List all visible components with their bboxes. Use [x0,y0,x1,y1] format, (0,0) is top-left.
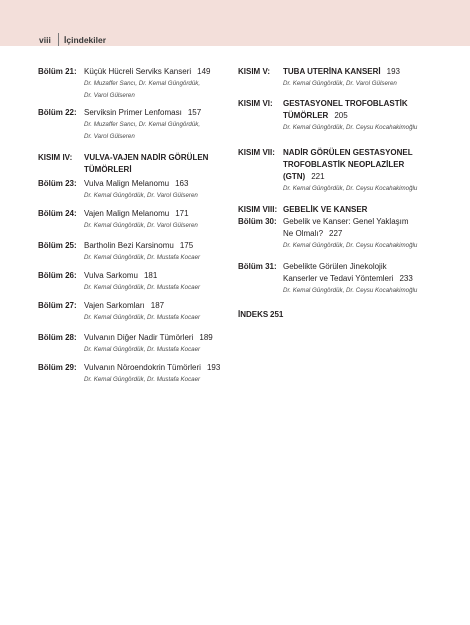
toc-entry-authors: Dr. Kemal Güngördük, Dr. Ceysu Kocahakimoğlu [283,287,418,294]
toc-entry-authors: Dr. Muzaffer Sancı, Dr. Kemal Güngördük, [84,80,201,87]
toc-page-number: 205 [334,111,348,120]
toc-entry-label: Bölüm 28: [38,333,77,342]
toc-entry-authors: Dr. Kemal Güngördük, Dr. Ceysu Kocahakimoğlu [283,185,418,192]
toc-entry-authors: Dr. Muzaffer Sancı, Dr. Kemal Güngördük, [84,121,201,128]
page-number: viii [39,34,51,45]
header-divider [58,33,59,46]
toc-entry-title: TROFOBLASTİK NEOPLAZİLER [283,160,405,169]
toc-page-number: 163 [175,179,189,188]
toc-entry-title: Gebelik ve Kanser: Genel Yaklaşım [283,217,409,226]
toc-entry-authors: Dr. Kemal Güngördük, Dr. Varol Gülseren [283,80,397,87]
toc-page-number: 181 [143,271,158,280]
toc-entry-label: KISIM VIII: [238,205,278,214]
toc-page-number: 193 [206,363,221,372]
toc-page-number: 193 [386,67,400,76]
toc-page-number: 187 [150,301,165,310]
toc-entry-authors: Dr. Kemal Güngördük, Dr. Varol Gülseren [84,222,198,229]
toc-entry-title: Ne Olmalı? 227 [283,229,343,238]
toc-entry-label: Bölüm 25: [38,241,77,250]
toc-entry-authors: Dr. Kemal Güngördük, Dr. Varol Gülseren [84,192,198,199]
toc-entry-title: TÜMÖRLERİ [84,165,132,174]
toc-page-number: 189 [199,333,213,342]
toc-entry-label: Bölüm 27: [38,301,77,310]
toc-entry-title: GESTASYONEL TROFOBLASTİK [283,99,408,108]
toc-page-number: 175 [179,241,194,250]
toc-entry-title: Vulvanın Diğer Nadir Tümörleri 189 [84,333,213,342]
toc-entry-title: Kanserler ve Tedavi Yöntemleri 233 [283,274,413,283]
header-title: İçindekiler [64,34,107,45]
toc-page-number: 227 [329,229,343,238]
toc-page-number: 221 [311,172,325,181]
toc-entry-label: Bölüm 21: [38,67,77,76]
toc-entry-label: KISIM VI: [238,99,273,108]
toc-entry-label: Bölüm 30: [238,217,277,226]
toc-entry-label: KISIM V: [238,67,271,76]
toc-entry-label: Bölüm 31: [238,262,277,271]
toc-entry-title: (GTN) 221 [283,172,325,181]
toc-entry-label: Bölüm 23: [38,179,77,188]
toc-entry-label: KISIM VII: [238,148,275,157]
toc-entry-authors: Dr. Kemal Güngördük, Dr. Mustafa Kocaer [84,314,201,321]
toc-page-number: 251 [270,310,284,319]
toc-entry-label: Bölüm 22: [38,108,77,117]
toc-entry-title: TUBA UTERİNA KANSERİ 193 [283,67,400,76]
toc-entry-label: Bölüm 29: [38,363,77,372]
toc-entry-title: NADİR GÖRÜLEN GESTASYONEL [283,148,413,157]
toc-entry-title: Küçük Hücreli Serviks Kanseri 149 [84,67,211,76]
toc-entry-title: Vulva Malign Melanomu 163 [84,179,189,188]
toc-page-number: 171 [175,209,189,218]
toc-entry-title: Vajen Malign Melanomu 171 [84,209,189,218]
toc-entry-label: KISIM IV: [38,153,73,162]
toc-entry-authors: Dr. Kemal Güngördük, Dr. Mustafa Kocaer [84,254,201,261]
toc-page-number: 149 [197,67,211,76]
toc-entry-authors: Dr. Kemal Güngördük, Dr. Ceysu Kocahakimoğlu [283,124,418,131]
running-header [0,33,470,46]
toc-entry-title: Vulvanın Nöroendokrin Tümörleri 193 [84,363,221,372]
toc-entry-title: Serviksin Primer Lenfoması 157 [84,108,202,117]
toc-page-number: 233 [399,274,413,283]
toc-entry-authors: Dr. Kemal Güngördük, Dr. Mustafa Kocaer [84,376,201,383]
toc-entry-authors: Dr. Kemal Güngördük, Dr. Ceysu Kocahakimoğlu [283,242,418,249]
toc-entry-title: Bartholin Bezi Karsinomu 175 [84,241,194,250]
toc-entry-authors: Dr. Varol Gülseren [84,92,135,99]
toc-entry-title: Gebelikte Görülen Jinekolojik [283,262,387,271]
toc-entry-title: VULVA-VAJEN NADİR GÖRÜLEN [84,153,209,162]
toc-entry-authors: Dr. Kemal Güngördük, Dr. Mustafa Kocaer [84,284,201,291]
toc-entry-title: GEBELİK VE KANSER [283,205,368,214]
toc-page-number: 157 [187,108,202,117]
toc-entry-title: TÜMÖRLER 205 [283,111,348,120]
toc-entry-label: İNDEKS [238,310,269,319]
toc-entry-authors: Dr. Kemal Güngördük, Dr. Mustafa Kocaer [84,346,201,353]
toc-entry-authors: Dr. Varol Gülseren [84,133,135,140]
toc-entry-label: Bölüm 26: [38,271,77,280]
toc-entry-label: Bölüm 24: [38,209,77,218]
toc-entry-title: Vulva Sarkomu 181 [84,271,158,280]
toc-entry-title: Vajen Sarkomları 187 [84,301,165,310]
